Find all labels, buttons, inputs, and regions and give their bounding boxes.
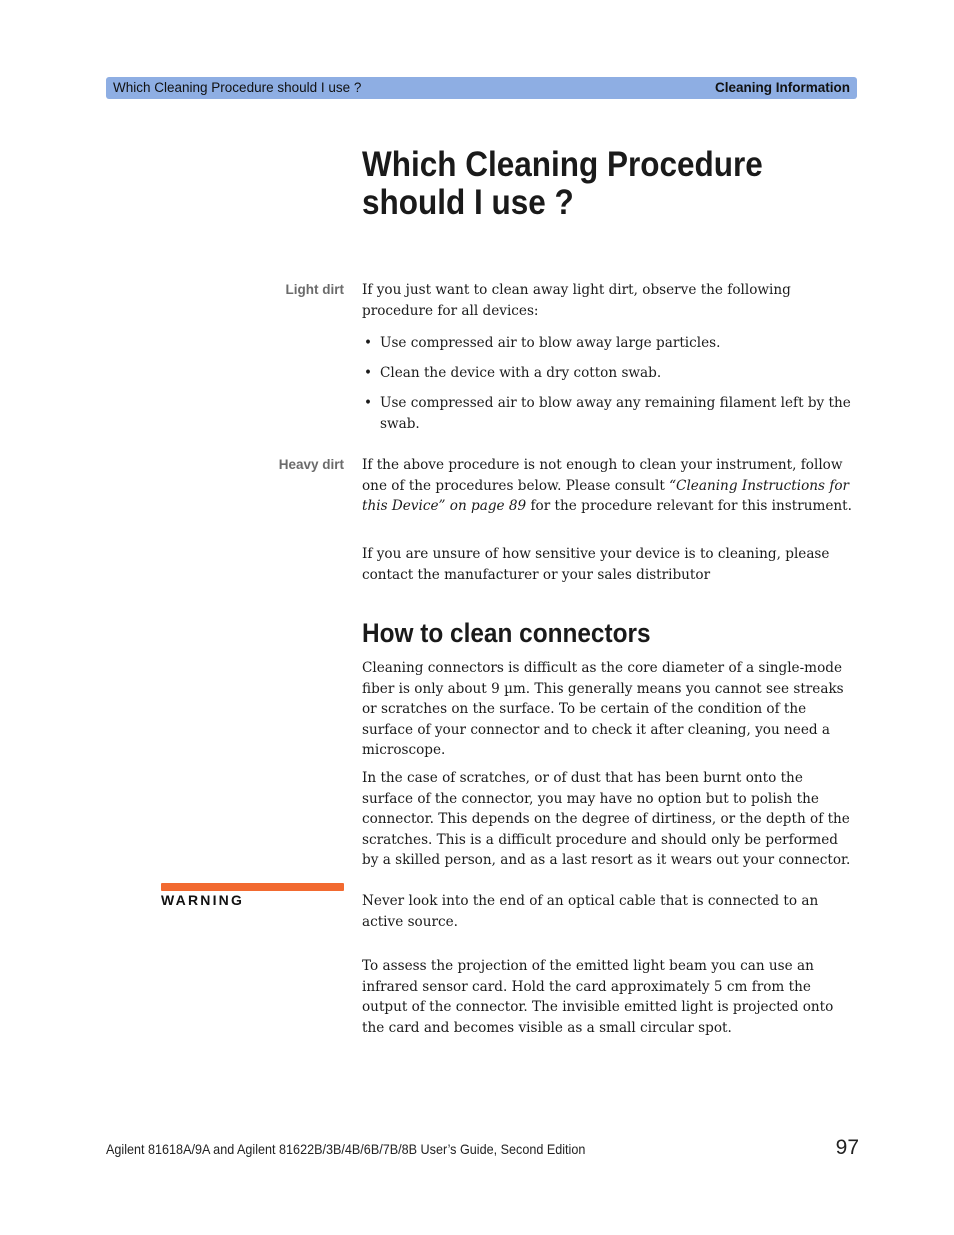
warning-bar (161, 883, 344, 891)
connectors-paragraph-1: Cleaning connectors is difficult as the core diameter of a single-mode fiber is only about 9 µm. This generally means you cannot see streaks or scratches on the surface. To be certain of the condition of the surface of your connector and to check it after cleaning, you need a microscope. (362, 660, 844, 758)
cross-reference-link[interactable]: “Cleaning Instructions for this Device” on page 89 (362, 477, 850, 514)
list-item: • Use compressed air to blow away large particles. (362, 333, 858, 354)
page-title (362, 146, 830, 222)
section-heading: How to clean connectors (362, 618, 651, 648)
list-item: • Use compressed air to blow away any remaining filament left by the swab. (362, 393, 858, 435)
page-title-line-1: Which Cleaning Procedure (362, 145, 763, 184)
heavy-dirt-paragraph-1 (362, 455, 858, 517)
warning-text: Never look into the end of an optical cable that is connected to an active source. (362, 893, 819, 930)
heavy-dirt-label: Heavy dirt (278, 457, 344, 472)
assess-paragraph: To assess the projection of the emitted light beam you can use an infrared sensor card. Hold the card approximately 5 cm from the output of the connector. The invisible emitted light is projected onto the card and becomes visible as a small circular spot. (362, 958, 834, 1036)
warning-label: WARNING (161, 892, 245, 908)
page-title-line-2: should I use ? (362, 183, 574, 222)
header-chapter-title: Cleaning Information (715, 80, 850, 95)
header-section-title: Which Cleaning Procedure should I use ? (113, 80, 362, 95)
heavy-dirt-paragraph-2: If you are unsure of how sensitive your device is to cleaning, please contact the manufacturer or your sales distributor (362, 546, 830, 583)
light-dirt-label: Light dirt (285, 282, 344, 297)
light-dirt-steps (362, 333, 858, 444)
heavy-dirt-text-start: If the above procedure is not enough to clean your instrument, follow one of the procedures below. Please consult (362, 457, 843, 494)
heavy-dirt-text-end: for the procedure relevant for this instrument. (526, 498, 852, 514)
light-dirt-intro: If you just want to clean away light dirt, observe the following procedure for all devices: (362, 282, 791, 319)
running-header (106, 77, 857, 99)
page-number: 97 (835, 1136, 859, 1159)
footer-document-title: Agilent 81618A/9A and Agilent 81622B/3B/4B/6B/7B/8B User’s Guide, Second Edition (106, 1141, 586, 1157)
list-item: • Clean the device with a dry cotton swab. (362, 363, 858, 384)
connectors-paragraph-2: In the case of scratches, or of dust that has been burnt onto the surface of the connector, you may have no option but to polish the connector. This depends on the degree of dirtiness, or the depth of the scratches. This is a difficult procedure and should only be performed by a skilled person, and as a last resort as it wears out your connector. (362, 770, 851, 868)
